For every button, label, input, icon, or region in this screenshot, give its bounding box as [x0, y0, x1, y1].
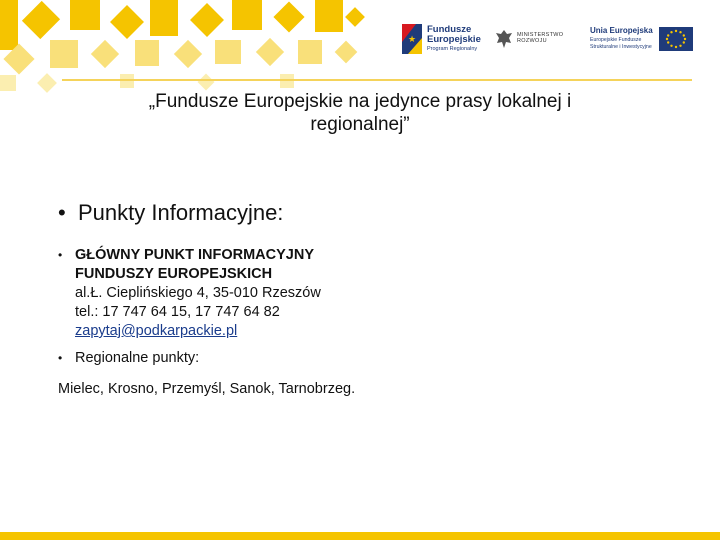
slide-content [58, 200, 658, 399]
ministry-logo [495, 18, 563, 60]
regional-label: Regionalne punkty: [75, 350, 200, 366]
header-divider [62, 79, 692, 81]
title-line1: „Fundusze Europejskie na jedynce prasy lokalnej i [148, 91, 572, 112]
fe-flag-icon [402, 24, 422, 54]
main-point-name-line2: FUNDUSZY EUROPEJSKICH [75, 266, 273, 282]
eu-flag-icon [659, 27, 693, 51]
title-line2: regionalnej” [310, 114, 410, 135]
eu-logo-title: Unia Europejska [590, 26, 653, 36]
main-point-email-link[interactable]: zapytaj@podkarpackie.pl [75, 323, 238, 339]
heading-text: Punkty Informacyjne: [78, 200, 284, 225]
eu-logo [590, 18, 693, 60]
ministry-line1: MINISTERSTWO [517, 32, 564, 39]
fe-logo-line1: Fundusze [427, 24, 472, 36]
main-point-phone: tel.: 17 747 64 15, 17 747 64 82 [75, 304, 280, 320]
eagle-emblem-icon [495, 28, 513, 50]
main-point-name-line1: GŁÓWNY PUNKT INFORMACYJNY [75, 247, 314, 263]
slide-title [100, 90, 620, 136]
main-point-address: al.Ł. Cieplińskiego 4, 35-010 Rzeszów [75, 285, 321, 301]
regional-list: Mielec, Krosno, Przemyśl, Sanok, Tarnobrzeg. [58, 381, 356, 397]
fe-logo-sub: Program Regionalny [427, 46, 478, 53]
ministry-line2: ROZWOJU [517, 38, 547, 44]
bullet-icon: • [58, 248, 63, 262]
heading-bullet [58, 200, 658, 226]
fundusze-europejskie-logo [402, 18, 481, 60]
regional-item [58, 349, 658, 368]
bullet-icon: • [58, 200, 66, 225]
footer-bar [0, 532, 720, 540]
bullet-icon: • [58, 351, 63, 365]
eu-logo-sub1: Europejskie Fundusze [590, 36, 642, 43]
main-point-item [58, 246, 658, 341]
svg-text:★: ★ [407, 35, 417, 45]
eu-logo-sub2: Strukturalne i Inwestycyjne [590, 44, 652, 51]
fe-logo-line2: Europejskie [427, 34, 481, 46]
